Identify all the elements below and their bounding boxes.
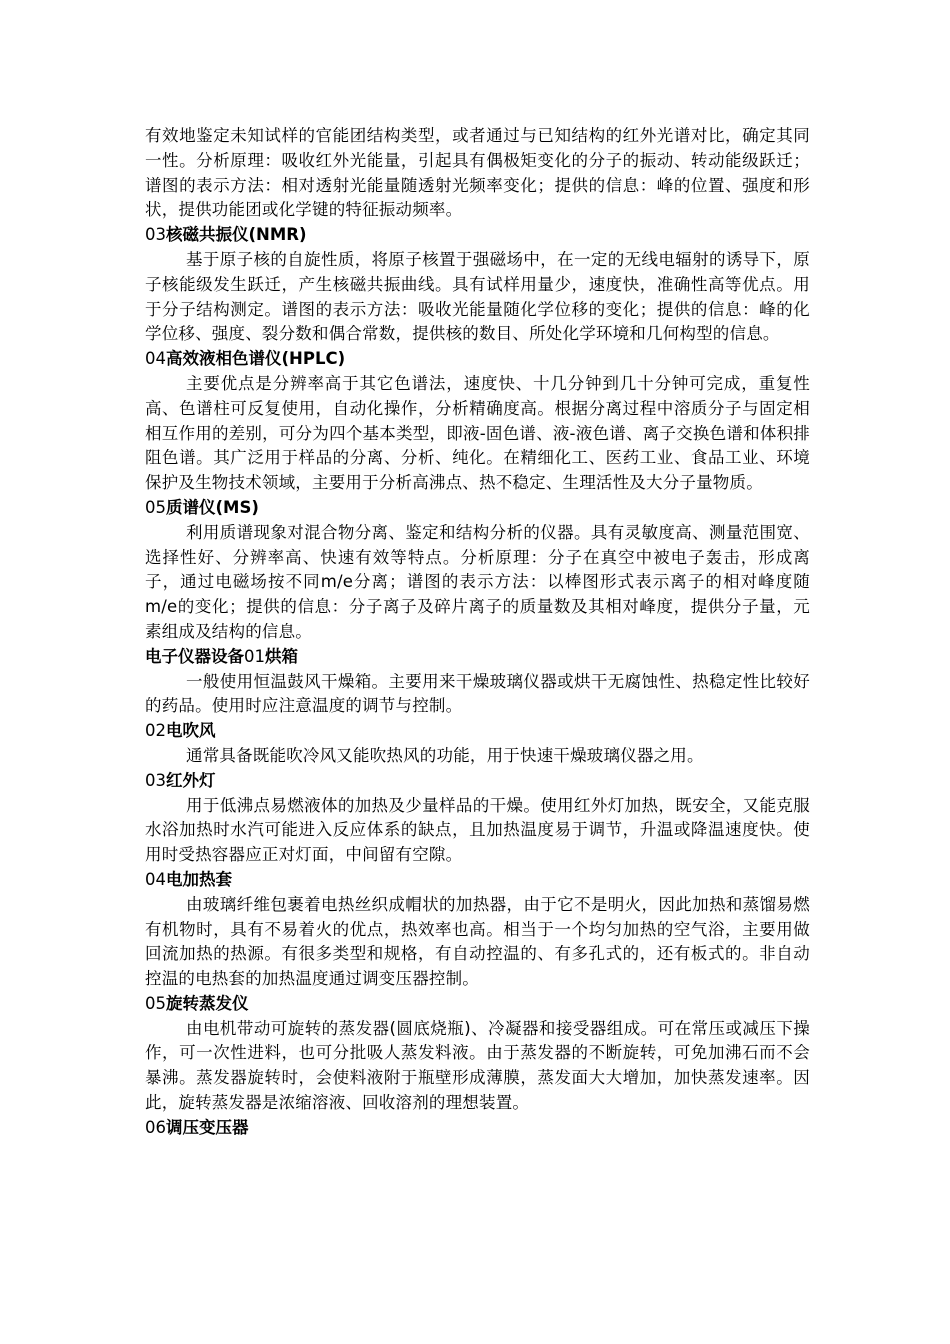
- heading-infrared-lamp: [145, 769, 810, 794]
- heading-rotary-evaporator: [145, 992, 810, 1017]
- heading-title: 红外灯: [166, 770, 216, 790]
- heading-number: 05: [145, 497, 166, 517]
- paragraph-ir-continued: 有效地鉴定未知试样的官能团结构类型，或者通过与已知结构的红外光谱对比，确定其同一性。分析原理：吸收红外光能量，引起具有偶极矩变化的分子的振动、转动能级跃迁；谱图的表示方法：相对透射光能量随透射光频率变化；提供的信息：峰的位置、强度和形状，提供功能团或化学键的特征振动频率。: [145, 126, 810, 220]
- heading-title: 调压变压器: [166, 1117, 249, 1137]
- heading-number: 06: [145, 1117, 166, 1137]
- heading-number: 03: [145, 225, 166, 245]
- heading-hplc: [145, 347, 810, 372]
- paragraph-ms: 利用质谱现象对混合物分离、鉴定和结构分析的仪器。具有灵敏度高、测量范围宽、选择性好、分辨率高、快速有效等特点。分析原理：分子在真空中被电子轰击，形成离子，通过电磁场按不同m/e分离；谱图的表示方法：以棒图形式表示离子的相对峰度随m/e的变化；提供的信息：分子离子及碎片离子的质量数及其相对峰度，提供分子量，元素组成及结构的信息。: [145, 522, 810, 641]
- heading-number: 04: [145, 869, 166, 889]
- heading-title: 核磁共振仪: [166, 225, 249, 245]
- heading-voltage-transformer: [145, 1116, 810, 1141]
- heading-number: 01: [244, 646, 265, 666]
- heading-suffix: (HPLC): [281, 349, 346, 369]
- heading-suffix: (NMR): [248, 225, 307, 245]
- section-title: 电子仪器设备: [145, 646, 244, 666]
- paragraph-hplc: 主要优点是分辨率高于其它色谱法，速度快、十几分钟到几十分钟可完成，重复性高、色谱柱可反复使用，自动化操作，分析精确度高。根据分离过程中溶质分子与固定相相互作用的差别，可分为四个基本类型，即液-固色谱、液-液色谱、离子交换色谱和体积排阻色谱。其广泛用于样品的分离、分析、纯化。在精细化工、医药工业、食品工业、环境保护及生物技术领域，主要用于分析高沸点、热不稳定、生理活性及大分子量物质。: [145, 373, 810, 493]
- paragraph-infrared-lamp: 用于低沸点易燃液体的加热及少量样品的干燥。使用红外灯加热，既安全，又能克服水浴加热时水汽可能进入反应体系的缺点，且加热温度易于调节，升温或降温速度快。使用时受热容器应正对灯面，中间留有空隙。: [145, 795, 810, 865]
- heading-heating-mantle: [145, 868, 810, 893]
- heading-title: 质谱仪: [166, 497, 216, 517]
- heading-title: 烘箱: [265, 646, 298, 666]
- paragraph-heating-mantle: 由玻璃纤维包裹着电热丝织成帽状的加热器，由于它不是明火，因此加热和蒸馏易燃有机物时，具有不易着火的优点，热效率也高。相当于一个均匀加热的空气浴，主要用做回流加热的热源。有很多类型和规格，有自动控温的、有多孔式的，还有板式的。非自动控温的电热套的加热温度通过调变压器控制。: [145, 894, 810, 989]
- paragraph-hair-dryer: 通常具备既能吹冷风又能吹热风的功能，用于快速干燥玻璃仪器之用。: [186, 745, 704, 765]
- paragraph-nmr: 基于原子核的自旋性质，将原子核置于强磁场中，在一定的无线电辐射的诱导下，原子核能级发生跃迁，产生核磁共振曲线。具有试样用量少，速度快，准确性高等优点。用于分子结构测定。谱图的表示方法：吸收光能量随化学位移的变化；提供的信息：峰的化学位移、强度、裂分数和偶合常数，提供核的数目、所处化学环境和几何构型的信息。: [145, 249, 810, 344]
- document-page: [145, 124, 810, 1141]
- heading-title: 电吹风: [166, 721, 216, 741]
- heading-title: 旋转蒸发仪: [166, 993, 249, 1013]
- heading-oven: [145, 645, 810, 670]
- heading-number: 05: [145, 993, 166, 1013]
- heading-number: 04: [145, 349, 166, 369]
- heading-ms: [145, 496, 810, 521]
- heading-title: 电加热套: [166, 869, 232, 889]
- heading-hair-dryer: [145, 719, 810, 744]
- heading-title: 高效液相色谱仪: [166, 349, 282, 369]
- paragraph-rotary-evaporator: 由电机带动可旋转的蒸发器(圆底烧瓶)、冷凝器和接受器组成。可在常压或减压下操作，可一次性进料，也可分批吸人蒸发料液。由于蒸发器的不断旋转，可免加沸石而不会暴沸。蒸发器旋转时，会使料液附于瓶壁形成薄膜，蒸发面大大增加，加快蒸发速率。因此，旋转蒸发器是浓缩溶液、回收溶剂的理想装置。: [145, 1018, 810, 1113]
- heading-number: 02: [145, 721, 166, 741]
- heading-nmr: [145, 223, 810, 248]
- heading-number: 03: [145, 770, 166, 790]
- heading-suffix: (MS): [215, 497, 259, 517]
- paragraph-oven: 一般使用恒温鼓风干燥箱。主要用来干燥玻璃仪器或烘干无腐蚀性、热稳定性比较好的药品。使用时应注意温度的调节与控制。: [145, 671, 810, 716]
